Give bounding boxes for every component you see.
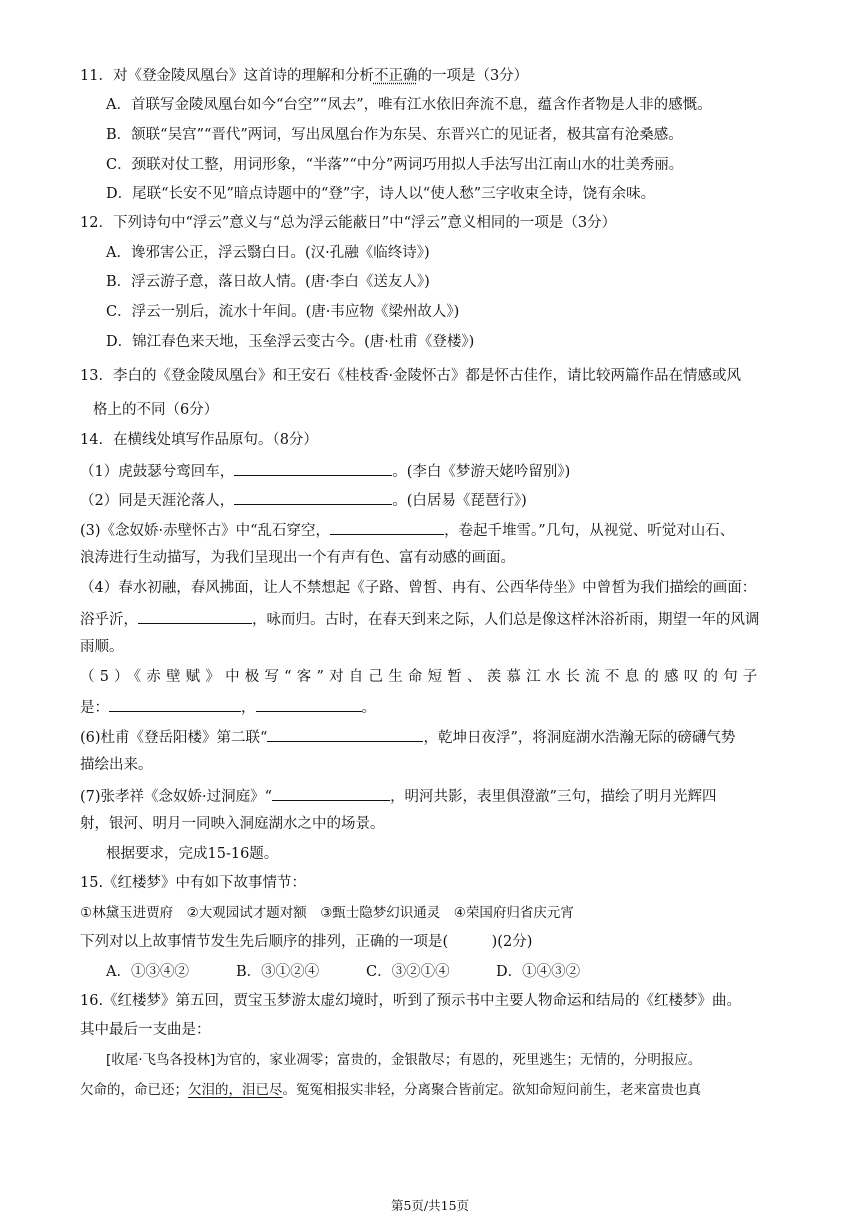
q14-sub-4-line-2: 浴乎沂， ，咏而归。古时，在春天到来之际，人们总是像这样沐浴祈雨，期望一年的风调 bbox=[80, 608, 760, 630]
answer-blank[interactable] bbox=[267, 726, 423, 742]
q15-stem: 15.《红楼梦》中有如下故事情节： bbox=[80, 875, 307, 891]
q11-option-c: C．颈联对仗工整，用词形象，“半落”“中分”两词巧用拟人手法写出江南山水的壮美秀丽。 bbox=[106, 157, 684, 173]
answer-blank[interactable] bbox=[330, 519, 444, 535]
q15-option-a: A．①③④② bbox=[106, 964, 189, 980]
q12-option-d: D．锦江春色来天地，玉垒浮云变古今。(唐·杜甫《登楼》) bbox=[106, 334, 475, 350]
q11-option-b: B．颔联“吴宫”“晋代”两词，写出凤凰台作为东吴、东晋兴亡的见证者，极其富有沧桑感。 bbox=[106, 127, 683, 143]
q14-sub-3-line-2: 浪涛进行生动描写，为我们呈现出一个有声有色、富有动感的画面。 bbox=[80, 550, 515, 566]
q14-sub-7-line-2: 射，银河、明月一同映入洞庭湖水之中的场景。 bbox=[80, 816, 385, 832]
q11-option-a: A．首联写金陵凤凰台如今“台空”“凤去”，唯有江水依旧奔流不息，蕴含作者物是人非的感慨。 bbox=[106, 97, 712, 113]
q14-sub-3: (3)《念奴娇·赤壁怀古》中“乱石穿空， ，卷起千堆雪。”几句，从视觉、听觉对山石、 bbox=[80, 519, 734, 541]
q14-stem: 14．在横线处填写作品原句。（8分） bbox=[80, 432, 318, 448]
q12-option-c: C．浮云一别后，流水十年间。(唐·韦应物《梁州故人》) bbox=[106, 304, 460, 320]
q14-sub-2: （2）同是天涯沦落人， 。(白居易《琵琶行》) bbox=[80, 489, 527, 511]
q12-option-b: B．浮云游子意，落日故人情。(唐·李白《送友人》) bbox=[106, 274, 430, 290]
q15-events: ①林黛玉进贾府 ②大观园试才题对额 ③甄士隐梦幻识通灵 ④荣国府归省庆元宵 bbox=[80, 905, 574, 921]
answer-blank[interactable] bbox=[272, 785, 390, 801]
q11-stem bbox=[80, 66, 528, 86]
answer-blank[interactable] bbox=[138, 608, 252, 624]
q15-option-b: B．③①②④ bbox=[236, 964, 320, 980]
q12-stem: 12．下列诗句中“浮云”意义与“总为浮云能蔽日”中“浮云”意义相同的一项是（3分） bbox=[80, 215, 617, 231]
q13-line-1: 13．李白的《登金陵凤凰台》和王安石《桂枝香·金陵怀古》都是怀古佳作，请比较两篇作品在情感或风 bbox=[80, 368, 742, 384]
q15-question: 下列对以上故事情节发生先后顺序的排列，正确的一项是( )(2分) bbox=[80, 934, 533, 950]
q14-sub-6: (6)杜甫《登岳阳楼》第二联“ ，乾坤日夜浮”，将洞庭湖水浩瀚无际的磅礴气势 bbox=[80, 726, 735, 748]
q15-option-c: C．③②①④ bbox=[366, 964, 450, 980]
underlined-phrase: 欠泪的，泪已尽 bbox=[188, 1082, 283, 1098]
answer-blank[interactable] bbox=[234, 489, 392, 505]
q14-sub-6-line-2: 描绘出来。 bbox=[80, 757, 153, 773]
q12-option-a: A．谗邪害公正，浮云翳白日。(汉·孔融《临终诗》) bbox=[106, 245, 430, 261]
q15-option-d: D．①④③② bbox=[496, 964, 581, 980]
answer-blank[interactable] bbox=[234, 460, 392, 476]
q14-sub-4-line-3: 雨顺。 bbox=[80, 639, 124, 655]
q11-stem-pre: 11．对《登金陵凤凰台》这首诗的理解和分析 bbox=[80, 68, 374, 84]
q13-line-2: 格上的不同（6分） bbox=[93, 402, 219, 418]
q16-line-2: 其中最后一支曲是： bbox=[80, 1022, 211, 1038]
q11-option-d: D．尾联“长安不见”暗点诗题中的“登”字，诗人以“使人愁”三字收束全诗，饶有余味。 bbox=[106, 186, 656, 202]
q14-sub-5: （5）《赤壁赋》中极写“客”对自己生命短暂、羡慕江水长流不息的感叹的句子 bbox=[80, 669, 763, 685]
q14-sub-7: (7)张孝祥《念奴娇·过洞庭》“ ，明河共影，表里俱澄澈”三句，描绘了明月光辉四 bbox=[80, 785, 716, 807]
q14-sub-1: （1）虎鼓瑟兮鸾回车， 。(李白《梦游天姥吟留别》) bbox=[80, 460, 570, 482]
q11-stem-post: 的一项是（3分） bbox=[417, 68, 529, 84]
q14-sub-4: （4）春水初融，春风拂面，让人不禁想起《子路、曾皙、冉有、公西华侍坐》中曾皙为我们描绘的画面： bbox=[80, 580, 757, 596]
q14-sub-5-line-2: 是： ， 。 bbox=[80, 696, 376, 718]
q16-lyric-line-1: [收尾·飞鸟各投林]为官的，家业凋零；富贵的，金银散尽；有恩的，死里逃生；无情的，分明报应。 bbox=[106, 1052, 702, 1068]
section-intro: 根据要求，完成15-16题。 bbox=[106, 846, 279, 862]
answer-blank[interactable] bbox=[256, 696, 362, 712]
answer-blank[interactable] bbox=[109, 696, 241, 712]
q16-line-1: 16.《红楼梦》第五回，贾宝玉梦游太虚幻境时，听到了预示书中主要人物命运和结局的《红楼梦》曲。 bbox=[80, 993, 742, 1009]
page-number: 第5页/共15页 bbox=[390, 1198, 470, 1213]
q16-lyric-line-2: 欠命的，命已还；欠泪的，泪已尽。冤冤相报实非轻，分离聚合皆前定。欲知命短问前生，老来富贵也真 bbox=[80, 1082, 701, 1098]
q11-stem-emphasis: 不正确 bbox=[373, 68, 418, 84]
